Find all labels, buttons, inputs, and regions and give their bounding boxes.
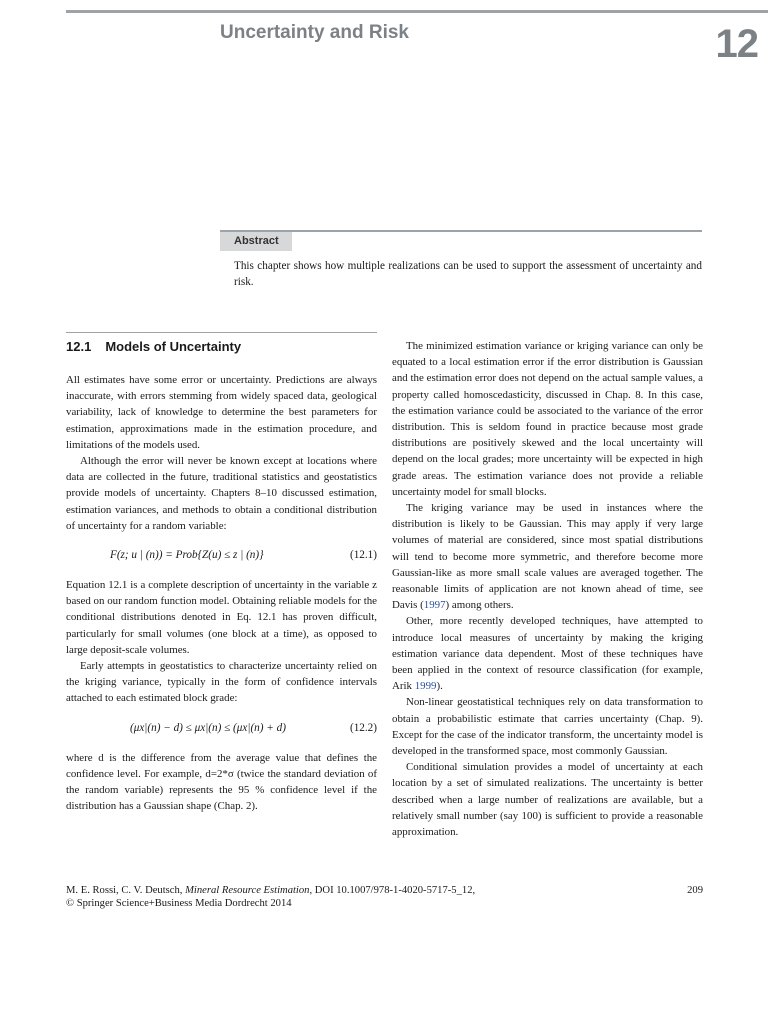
footer <box>66 884 703 910</box>
paragraph-text: Other, more recently developed techniques, have attempted to introduce local measures of uncertainty by making the kriging estimation variance data dependent. Most of these techniques have been applied in the context of resource classification (for example, Arik <box>392 615 703 693</box>
page-number: 209 <box>687 885 703 896</box>
paragraph-text: ) among others. <box>445 599 514 612</box>
footer-book-title: Mineral Resource Estimation, <box>185 885 313 896</box>
citation-link-arik-1999[interactable]: 1999 <box>414 680 437 693</box>
equation-expression: F(z; u | (n)) = Prob{Z(u) ≤ z | (n)} <box>110 549 264 562</box>
chapter-title: Uncertainty and Risk <box>220 22 409 43</box>
top-rule <box>66 10 768 13</box>
abstract-rule <box>220 230 702 232</box>
paragraph: Conditional simulation provides a model of uncertainty at each location by a set of simulated realizations. The uncertainty is better described when a large number of realizations are available, but a relatively small number (say 100) is sufficient to provide a reasonable approximation. <box>392 761 703 839</box>
left-column <box>66 332 377 814</box>
paragraph-text: ). <box>436 680 443 693</box>
section-number: 12.1 <box>66 339 92 354</box>
paragraph: Non-linear geostatistical techniques rely on data transformation to obtain a probabilistic estimate that carries uncertainty (Chap. 9). Except for the case of the indicator transform, the uncertainty model is developed in the transformed space, most commonly Gaussian. <box>392 696 703 758</box>
paragraph: Early attempts in geostatistics to characterize uncertainty relied on the kriging variance, typically in the form of confidence intervals attached to each estimated block grade: <box>66 660 377 705</box>
paragraph-text: The kriging variance may be used in instances where the distribution is likely to be Gaussian. This may apply if very large volumes of material are considered, since most spatial distributions will tend to become more symmetric, and therefore become more Gaussian-like as more small scale values are averaged together. The reasonable limits of application are not known ahead of time, see Davis ( <box>392 502 703 612</box>
section-title: Models of Uncertainty <box>105 339 242 354</box>
equation-12-2 <box>66 720 377 738</box>
chapter-number: 12 <box>715 22 758 66</box>
right-column <box>392 338 703 840</box>
paragraph: Although the error will never be known except at locations where data are collected in the future, traditional statistics and geostatistics provide models of uncertainty. Chapters 8–10 discussed estimation, estimation variances, and methods to obtain a conditional distribution of uncertainty for a random variable: <box>66 455 377 532</box>
paragraph <box>392 500 703 613</box>
paragraph <box>392 613 703 694</box>
footer-copyright: © Springer Science+Business Media Dordrecht 2014 <box>66 898 292 909</box>
footer-doi: DOI 10.1007/978-1-4020-5717-5_12, <box>312 885 476 896</box>
equation-number: (12.1) <box>349 549 377 562</box>
citation-link-davis-1997[interactable]: 1997 <box>423 599 446 612</box>
section-rule <box>66 332 377 333</box>
abstract-text: This chapter shows how multiple realizations can be used to support the assessment of uncertainty and risk. <box>234 260 702 288</box>
paragraph: The minimized estimation variance or kriging variance can only be equated to a local estimation error if the error distribution is Gaussian and the estimation error does not depend on the actual sample values, a property called homoscedasticity, discussed in Chap. 8. In this case, the estimation variance could be associated to the variance of the error distribution. This is seldom found in practice because most grade distributions are positively skewed and the local uncertainty will depend on the local grades; more uncertainty will be expected in high grade areas. The estimation variance does not provide a reliable uncertainty model for small blocks. <box>392 340 703 498</box>
section-heading <box>66 339 377 355</box>
paragraph: All estimates have some error or uncertainty. Predictions are always inaccurate, with errors stemming from widely spaced data, geological variability, lack of knowledge to determine the best parameters for estimation, approximations made in the estimation procedure, and limitations of the models used. <box>66 374 377 451</box>
footer-authors: M. E. Rossi, C. V. Deutsch, <box>66 885 186 896</box>
paragraph: where d is the difference from the average value that defines the confidence level. For example, d=2*σ (twice the standard deviation of the random variable) represents the 95 % confidence level if the distribution has a Gaussian shape (Chap. 2). <box>66 751 377 813</box>
equation-expression: (μx|(n) − d) ≤ μx|(n) ≤ (μx|(n) + d) <box>130 721 286 734</box>
abstract-label: Abstract <box>220 232 292 251</box>
paragraph: Equation 12.1 is a complete description of uncertainty in the variable z based on our random function model. Obtaining reliable models for the conditional distributions denoted in Eq. 12.1 has proven difficult, particularly for small volumes (one block at a time), as opposed to large deposit-scale volumes. <box>66 579 377 656</box>
equation-12-1 <box>66 547 377 565</box>
equation-number: (12.2) <box>349 721 377 734</box>
citation-line <box>66 884 703 897</box>
